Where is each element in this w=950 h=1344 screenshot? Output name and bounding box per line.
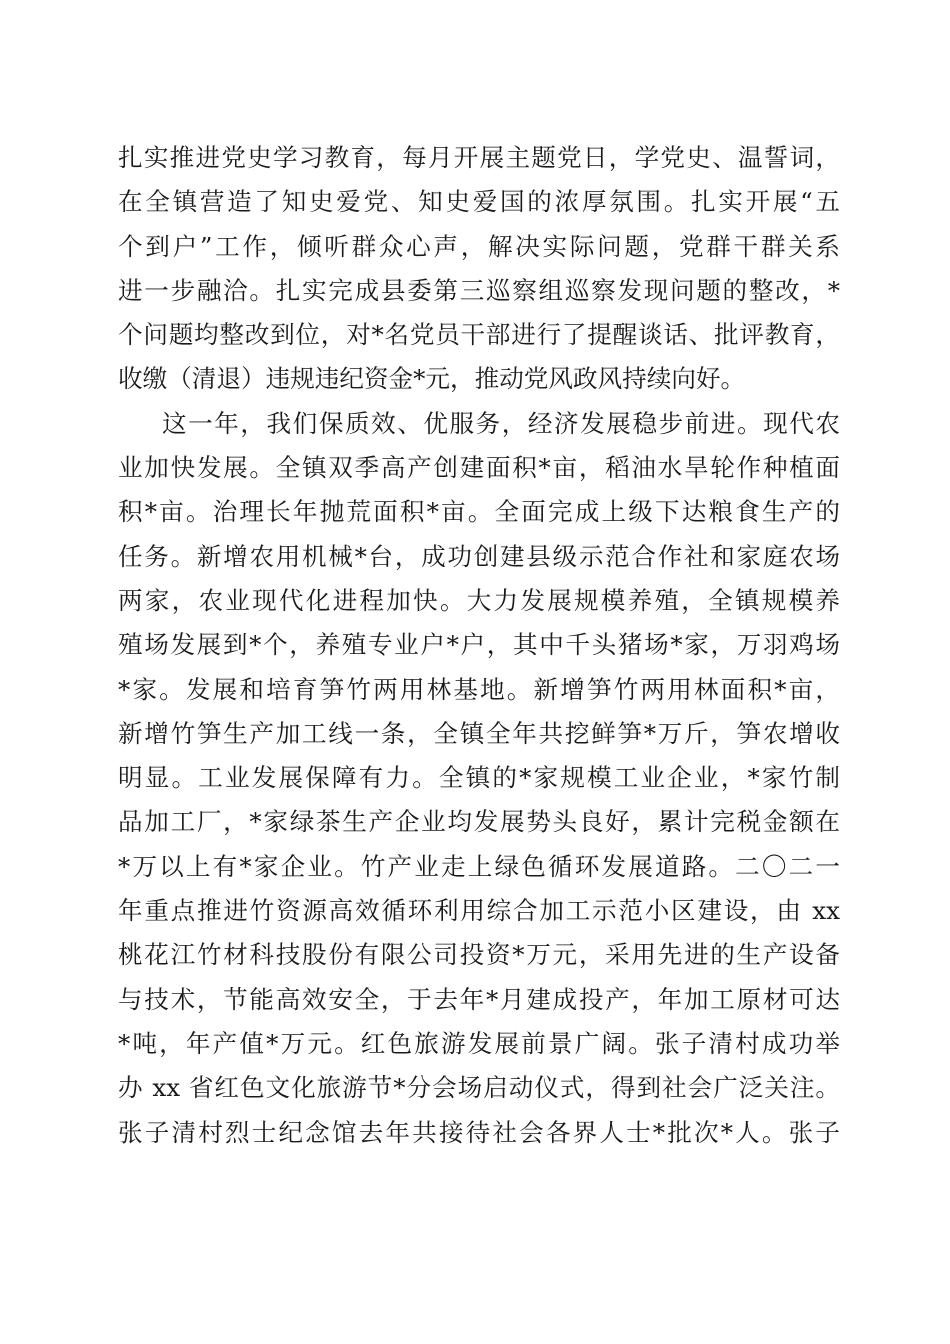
text-line: 个问题均整改到位，对*名党员干部进行了提醒谈话、批评教育， xyxy=(118,320,840,350)
text-line: 桃花江竹材科技股份有限公司投资*万元，采用先进的生产设备 xyxy=(118,940,840,970)
text-line: 明显。工业发展保障有力。全镇的*家规模工业企业，*家竹制 xyxy=(118,763,840,793)
text-line: 张子清村烈士纪念馆去年共接待社会各界人士*批次*人。张子 xyxy=(118,1117,840,1147)
text-line: 扎实推进党史学习教育，每月开展主题党日，学党史、温誓词， xyxy=(118,143,840,172)
text-line: 积*亩。治理长年抛荒面积*亩。全面完成上级下达粮食生产的 xyxy=(118,497,840,527)
text-line: 这一年，我们保质效、优服务，经济发展稳步前进。现代农 xyxy=(162,408,840,438)
text-line: 进一步融洽。扎实完成县委第三巡察组巡察发现问题的整改，* xyxy=(118,275,840,305)
text-line: 与技术，节能高效安全，于去年*月建成投产，年加工原材可达 xyxy=(118,984,840,1014)
text-line: 殖场发展到*个，养殖专业户*户，其中千头猪场*家，万羽鸡场 xyxy=(118,630,840,660)
text-line: 两家，农业现代化进程加快。大力发展规模养殖，全镇规模养 xyxy=(118,585,840,615)
text-line: 在全镇营造了知史爱党、知史爱国的浓厚氛围。扎实开展“五 xyxy=(118,187,840,217)
text-line: *吨，年产值*万元。红色旅游发展前景广阔。张子清村成功举 xyxy=(118,1028,840,1058)
text-line: 收缴（清退）违规违纪资金*元，推动党风政风持续向好。 xyxy=(118,364,746,394)
text-line: *家。发展和培育笋竹两用林基地。新增笋竹两用林面积*亩， xyxy=(118,674,840,704)
text-line: 个到户”工作，倾听群众心声，解决实际问题，党群干群关系 xyxy=(118,231,840,261)
text-line: 任务。新增农用机械*台，成功创建县级示范合作社和家庭农场 xyxy=(118,541,840,571)
text-line: 办 xx 省红色文化旅游节*分会场启动仪式，得到社会广泛关注。 xyxy=(118,1073,840,1103)
text-line: 新增竹笋生产加工线一条，全镇全年共挖鲜笋*万斤，笋农增收 xyxy=(118,718,840,748)
text-line: *万以上有*家企业。竹产业走上绿色循环发展道路。二〇二一 xyxy=(118,851,840,881)
paragraph-2 xyxy=(118,402,840,1155)
text-line: 业加快发展。全镇双季高产创建面积*亩，稻油水旱轮作种植面 xyxy=(118,453,840,483)
text-line: 年重点推进竹资源高效循环利用综合加工示范小区建设，由 xx xyxy=(118,896,840,926)
paragraph-1 xyxy=(118,136,840,402)
body-text xyxy=(118,136,840,1155)
text-line: 品加工厂，*家绿茶生产企业均发展势头良好，累计完税金额在 xyxy=(118,807,840,837)
